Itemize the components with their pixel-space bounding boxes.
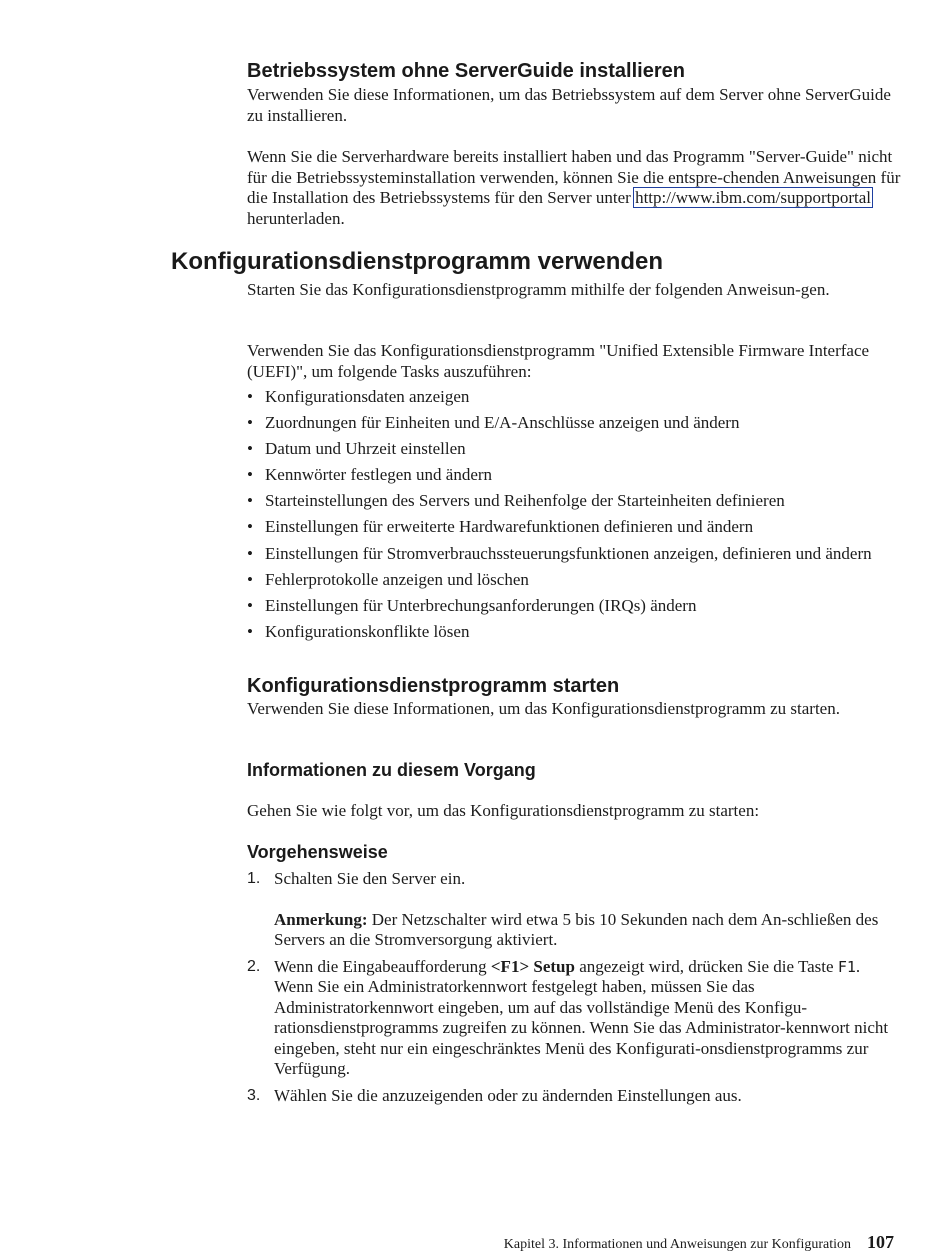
- list-item: • Datum und Uhrzeit einstellen: [247, 439, 902, 460]
- page-footer: [504, 1232, 894, 1253]
- note-label: Anmerkung:: [274, 909, 368, 929]
- paragraph-text-end: herunterladen.: [247, 208, 345, 228]
- step-text: Wählen Sie die anzuzeigenden oder zu ändernden Einstellungen aus.: [274, 1085, 742, 1105]
- step-text: Schalten Sie den Server ein.: [274, 869, 466, 888]
- paragraph-text: Wenn Sie die Serverhardware bereits installiert haben und das Programm "Server-Guide" nicht für die Betriebssysteminstallation verwenden, können Sie die entspre-chenden Anweisungen für die Installation des Betriebssystems für den Server unter: [247, 147, 901, 207]
- list-item: • Starteinstellungen des Servers und Reihenfolge der Starteinheiten definieren: [247, 491, 902, 512]
- list-item: • Zuordnungen für Einheiten und E/A-Anschlüsse anzeigen und ändern: [247, 413, 902, 434]
- section-intro: Verwenden Sie diese Informationen, um das Konfigurationsdienstprogramm zu starten.: [247, 699, 840, 718]
- chapter-title: Kapitel 3. Informationen und Anweisungen zur Konfiguration: [503, 1237, 851, 1252]
- subsection-heading-about: Informationen zu diesem Vorgang: [247, 760, 536, 780]
- step-text: Wenn die Eingabeaufforderung: [274, 956, 491, 976]
- list-item: • Konfigurationskonflikte lösen: [247, 622, 902, 643]
- paragraph-download-instructions: [247, 147, 902, 229]
- section-heading-start-config-utility: Konfigurationsdienstprogramm starten: [247, 675, 620, 697]
- subsection-text: Gehen Sie wie folgt vor, um das Konfigurationsdienstprogramm zu starten:: [247, 801, 760, 820]
- page-number: 107: [867, 1232, 894, 1252]
- procedure-step-1: [247, 869, 902, 951]
- step-number: 2.: [247, 957, 261, 975]
- step-number: 3.: [247, 1086, 261, 1104]
- subsection-heading-procedure: Vorgehensweise: [247, 842, 388, 862]
- list-item: • Einstellungen für Unterbrechungsanforderungen (IRQs) ändern: [247, 596, 902, 617]
- list-item: • Fehlerprotokolle anzeigen und löschen: [247, 570, 902, 591]
- note-text: Der Netzschalter wird etwa 5 bis 10 Sekunden nach dem An-schließen des Servers an die Stromversorgung aktiviert.: [274, 909, 879, 949]
- step-text: angezeigt wird, drücken Sie die Taste: [574, 956, 838, 976]
- key-name: F1: [837, 957, 856, 976]
- step-text: . Wenn Sie ein Administratorkennwort festgelegt haben, müssen Sie das Administratorkennwort eingeben, um auf das vollständige Menü des Konfigu-rationsdienstprogramms zugreifen zu können. Wenn Sie das Administrator-kennwort nicht eingeben, steht nur ein eingeschränktes Menü des Konfigurati-onsdienstprogramms zur Verfügung.: [274, 956, 889, 1078]
- list-item: • Einstellungen für Stromverbrauchssteuerungsfunktionen anzeigen, definieren und ändern: [247, 544, 902, 565]
- step-number: 1.: [247, 870, 261, 887]
- page-section-heading: Konfigurationsdienstprogramm verwenden: [171, 248, 664, 275]
- procedure-step-2: [247, 957, 902, 1080]
- list-item: • Kennwörter festlegen und ändern: [247, 465, 902, 486]
- section-paragraph: Verwenden Sie das Konfigurationsdienstprogramm "Unified Extensible Firmware Interface (UEFI)", um folgende Tasks auszuführen:: [247, 341, 870, 381]
- task-list: [247, 387, 902, 648]
- section-intro: Verwenden Sie diese Informationen, um das Betriebssystem auf dem Server ohne ServerGuide zu installieren.: [247, 85, 891, 125]
- procedure-step-3: [247, 1086, 902, 1107]
- list-item: • Konfigurationsdaten anzeigen: [247, 387, 902, 408]
- step-note: [274, 910, 902, 951]
- setup-prompt: <F1> Setup: [490, 956, 575, 976]
- section-intro: Starten Sie das Konfigurationsdienstprogramm mithilfe der folgenden Anweisun-gen.: [247, 280, 830, 299]
- section-heading-install-without-serverguide: Betriebssystem ohne ServerGuide installieren: [247, 60, 685, 82]
- procedure-steps: [247, 869, 902, 1106]
- supportportal-link[interactable]: http://www.ibm.com/supportportal: [635, 188, 872, 207]
- list-item: • Einstellungen für erweiterte Hardwarefunktionen definieren und ändern: [247, 517, 902, 538]
